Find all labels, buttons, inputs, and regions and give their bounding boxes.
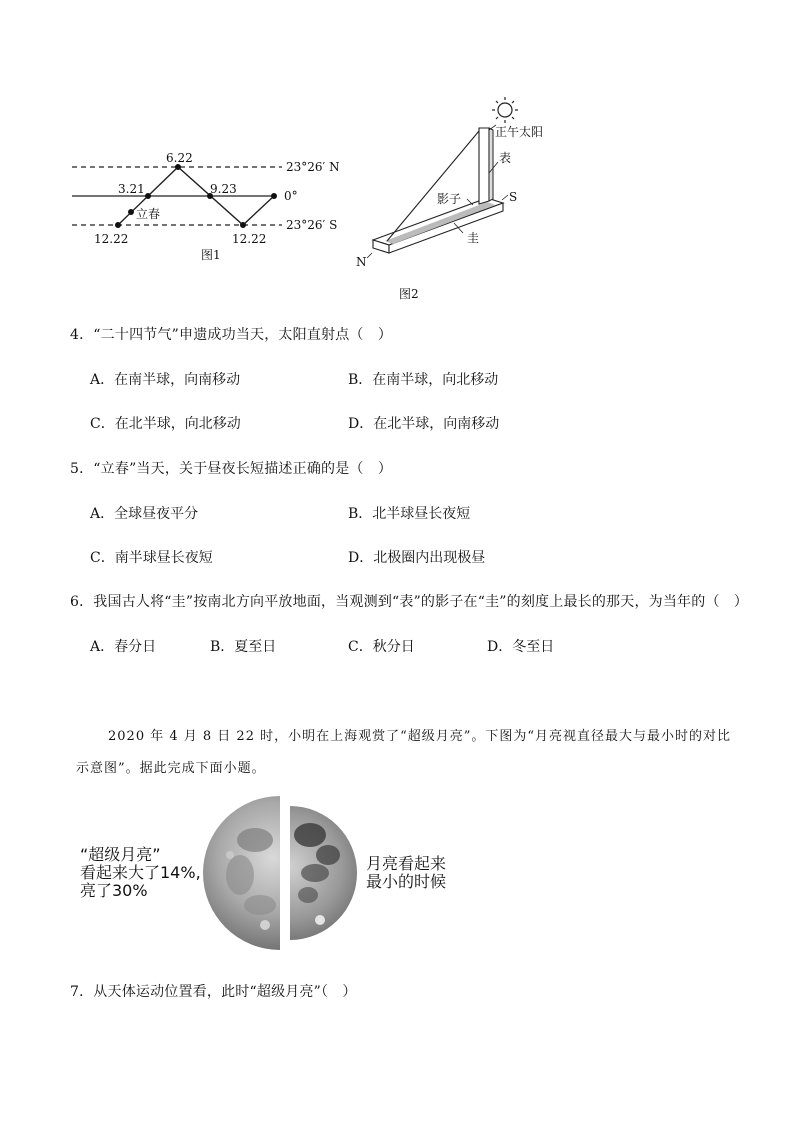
figure-1 <box>60 145 360 270</box>
question-5-stem: 5．“立春”当天，关于昼夜长短描述正确的是（ ） <box>70 461 393 477</box>
question-7-stem: 7．从天体运动位置看，此时“超级月亮”（ ） <box>70 984 357 1000</box>
question-6-stem: 6．我国古人将“圭”按南北方向平放地面，当观测到“表”的影子在“圭”的刻度上最长的那天，为当年的（ ） <box>70 594 749 610</box>
question-4-stem: 4．“二十四节气”申遗成功当天，太阳直射点（ ） <box>70 327 393 343</box>
label-shadow: 影子 <box>437 192 462 206</box>
question-6-option-b[interactable]: B．夏至日 <box>210 639 277 655</box>
moon-comparison-image <box>200 795 370 955</box>
question-6-option-c[interactable]: C．秋分日 <box>348 639 415 655</box>
label-tropic-capricorn: 23°26′ S <box>286 218 338 232</box>
micromoon-label <box>366 855 446 891</box>
label-3-21: 3.21 <box>118 182 145 196</box>
label-12-22-right: 12.22 <box>232 232 267 246</box>
label-gnomon: 表 <box>499 151 512 165</box>
label-noon-sun: 正午太阳 <box>495 125 544 139</box>
label-tropic-cancer: 23°26′ N <box>286 160 340 174</box>
point-3-21 <box>145 193 151 199</box>
sun-icon <box>492 97 518 123</box>
question-5-option-b[interactable]: B．北半球昼长夜短 <box>348 506 471 522</box>
label-gui: 圭 <box>467 231 480 245</box>
supermoon-label-line-1: “超级月亮” <box>80 845 161 864</box>
point-equator-right <box>271 193 277 199</box>
point-12-22-right <box>240 222 246 228</box>
passage-line-1: 2020 年 4 月 8 日 22 时，小明在上海观赏了“超级月亮”。下图为“月亮视直径最大与最小时的对比 <box>108 729 732 744</box>
passage-line-2: 示意图”。据此完成下面小题。 <box>76 761 266 776</box>
label-9-23: 9.23 <box>210 182 237 196</box>
question-5-option-d[interactable]: D．北极圈内出现极昼 <box>348 550 486 566</box>
label-lichun: 立春 <box>136 207 161 221</box>
question-4-option-b[interactable]: B．在南半球，向北移动 <box>348 372 499 388</box>
micromoon-label-line-1: 月亮看起来 <box>366 854 447 873</box>
supermoon-label-line-3: 亮了30% <box>80 881 148 900</box>
gnomon-diagram <box>355 95 585 305</box>
moon-comparison-figure <box>200 795 370 955</box>
question-4-option-a[interactable]: A．在南半球，向南移动 <box>90 372 241 388</box>
question-4-option-d[interactable]: D．在北半球，向南移动 <box>348 416 500 432</box>
supermoon-label-line-2: 看起来大了14%, <box>80 863 201 882</box>
supermoon-label <box>80 846 201 900</box>
label-6-22: 6.22 <box>166 151 193 165</box>
figure-2 <box>355 95 585 305</box>
question-4-option-c[interactable]: C．在北半球，向北移动 <box>90 416 241 432</box>
question-5-option-a[interactable]: A．全球昼夜平分 <box>90 506 199 522</box>
question-5-option-c[interactable]: C．南半球昼长夜短 <box>90 550 213 566</box>
figure-2-caption: 图2 <box>399 287 419 301</box>
question-6-option-a[interactable]: A．春分日 <box>90 639 157 655</box>
micromoon-label-line-2: 最小的时候 <box>366 872 447 891</box>
label-12-22-left: 12.22 <box>94 232 129 246</box>
label-north: N <box>356 255 367 269</box>
point-12-22-left <box>115 222 121 228</box>
label-equator: 0° <box>284 189 298 203</box>
label-south: S <box>509 190 518 204</box>
figure-1-caption: 图1 <box>201 248 221 262</box>
point-lichun <box>128 209 134 215</box>
question-6-option-d[interactable]: D．冬至日 <box>487 639 555 655</box>
